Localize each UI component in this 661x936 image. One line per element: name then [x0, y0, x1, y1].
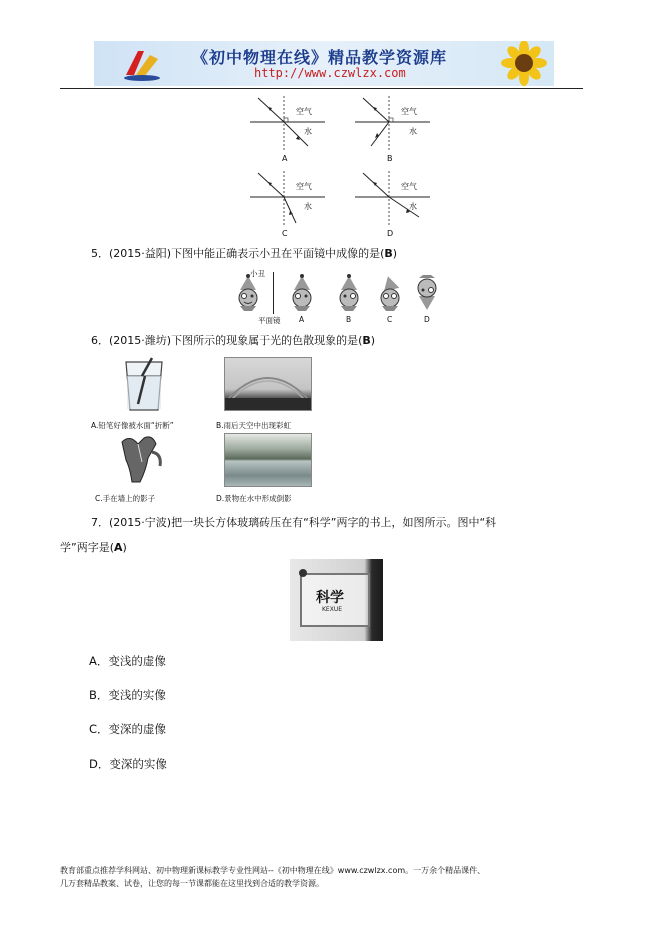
- pencil-in-water-image: [118, 356, 170, 414]
- q7-answer: A: [114, 541, 123, 554]
- refraction-panel-d: [355, 171, 430, 226]
- mirror-line: [273, 272, 274, 314]
- sunflower-icon: [494, 41, 554, 86]
- clown-option-d-icon: [411, 274, 443, 312]
- q5-prefix: 5．(2015·: [91, 247, 145, 260]
- q7-option-c: C．变深的虚像: [89, 722, 167, 736]
- q7-prefix: 7．(2015·: [91, 516, 145, 529]
- panel-c-water-label: 水: [304, 202, 312, 211]
- clown-option-a-label: A: [299, 315, 305, 324]
- panel-a-letter: A: [282, 154, 288, 163]
- refraction-panel-b: [355, 96, 430, 151]
- refraction-panel-a: [250, 96, 325, 151]
- panel-b-air-label: 空气: [401, 107, 417, 116]
- clown-option-c-label: C: [387, 315, 393, 324]
- panel-d-air-label: 空气: [401, 182, 417, 191]
- q5-answer: B: [384, 247, 393, 260]
- clown-option-b-label: B: [346, 315, 352, 324]
- question-7-line1: [91, 516, 496, 530]
- panel-a-water-label: 水: [304, 127, 312, 136]
- banner-url[interactable]: http://www.czwlzx.com: [254, 66, 406, 80]
- q7-close: ): [122, 541, 127, 554]
- q6-answer: B: [362, 334, 371, 347]
- panel-d-letter: D: [387, 229, 394, 238]
- header-banner: [94, 41, 554, 86]
- panel-c-letter: C: [282, 229, 288, 238]
- header-rule: [60, 88, 583, 89]
- q6-caption-a: A.铅笔好像被水面“折断”: [91, 421, 174, 430]
- reflection-photo: [224, 433, 312, 487]
- refraction-panel-c: [250, 171, 325, 226]
- clown-mirror-figure: [228, 266, 443, 326]
- q7-text: )把一块长方体玻璃砖压在有“科学”两字的书上，如图所示。图中“科: [166, 516, 497, 529]
- panel-b-water-label: 水: [409, 127, 417, 136]
- panel-a-air-label: 空气: [296, 107, 312, 116]
- refraction-figure: [250, 96, 430, 241]
- q5-close: ): [392, 247, 398, 260]
- glass-subtext: KEXUE: [322, 606, 343, 613]
- q6-text: )下图所示的现象属于光的色散现象的是(: [166, 334, 363, 347]
- banner-title: 《初中物理在线》精品教学资源库: [192, 48, 448, 67]
- panel-c-air-label: 空气: [296, 182, 312, 191]
- q5-city: 益阳: [144, 247, 167, 260]
- clown-original-icon: [232, 274, 264, 312]
- rainbow-icon: [225, 358, 311, 410]
- question-5: [91, 247, 397, 261]
- q6-caption-b: B.雨后天空中出现彩虹: [216, 421, 292, 430]
- glass-text-kexue: 科学: [316, 590, 344, 606]
- pin-icon: [299, 569, 307, 577]
- clown-option-a-icon: [286, 274, 318, 312]
- site-logo-icon: [120, 45, 164, 83]
- q6-city: 潍坊: [144, 334, 167, 347]
- panel-b-letter: B: [387, 154, 393, 163]
- mirror-label: 平面镜: [258, 316, 281, 325]
- hand-shadow-image: [116, 432, 166, 488]
- clown-option-c-icon: [374, 274, 406, 312]
- q6-caption-d: D.景物在水中形成倒影: [216, 494, 292, 503]
- q7-option-b: B．变浅的实像: [89, 688, 166, 702]
- clown-label: 小丑: [250, 269, 265, 278]
- q7-city: 宁波: [144, 516, 167, 529]
- q6-close: ): [370, 334, 376, 347]
- glass-block-photo: [290, 559, 383, 641]
- q7-text-2: 学”两字是(: [60, 541, 114, 554]
- question-6: [91, 334, 375, 348]
- q5-text: )下图中能正确表示小丑在平面镜中成像的是(: [166, 247, 385, 260]
- q7-option-d: D．变深的实像: [89, 757, 167, 771]
- q6-caption-c: C.手在墙上的影子: [95, 494, 156, 503]
- clown-option-d-label: D: [424, 315, 430, 324]
- question-7-line2: [60, 541, 127, 555]
- footer-line-2: 几万套精品教案、试卷，让您的每一节课都能在这里找到合适的教学资源。: [60, 879, 324, 888]
- clown-option-b-icon: [333, 274, 365, 312]
- panel-d-water-label: 水: [409, 202, 417, 211]
- footer-line-1: 教育部重点推荐学科网站、初中物理新课标教学专业性网站--《初中物理在线》www.czwlzx.com。一万余个精品课件、: [60, 866, 486, 875]
- q6-prefix: 6．(2015·: [91, 334, 145, 347]
- rainbow-photo: [224, 357, 312, 411]
- q7-option-a: A．变浅的虚像: [89, 654, 166, 668]
